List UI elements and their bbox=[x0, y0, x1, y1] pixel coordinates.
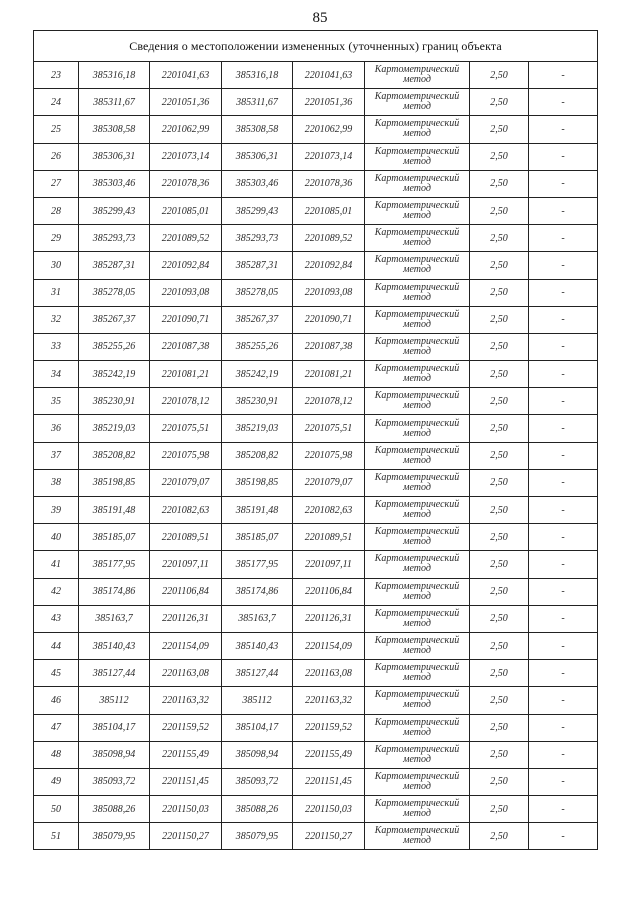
method-cell: Картометрический метод bbox=[365, 170, 470, 197]
existing-x-cell: 385242,19 bbox=[79, 361, 150, 388]
refined-x-cell: 385088,26 bbox=[222, 796, 293, 823]
table-row bbox=[34, 524, 598, 551]
note-cell: - bbox=[529, 741, 598, 768]
accuracy-cell: 2,50 bbox=[470, 306, 529, 333]
accuracy-cell: 2,50 bbox=[470, 469, 529, 496]
table-row bbox=[34, 796, 598, 823]
refined-x-cell: 385185,07 bbox=[222, 524, 293, 551]
refined-y-cell: 2201163,08 bbox=[293, 660, 365, 687]
existing-x-cell: 385230,91 bbox=[79, 388, 150, 415]
note-cell: - bbox=[529, 170, 598, 197]
note-cell: - bbox=[529, 62, 598, 89]
table-row bbox=[34, 632, 598, 659]
method-cell: Картометрический метод bbox=[365, 632, 470, 659]
point-number-cell: 31 bbox=[34, 279, 79, 306]
table-title: Сведения о местоположении измененных (уточненных) границ объекта bbox=[34, 31, 598, 62]
refined-x-cell: 385219,03 bbox=[222, 415, 293, 442]
refined-y-cell: 2201163,32 bbox=[293, 687, 365, 714]
note-cell: - bbox=[529, 469, 598, 496]
table-row bbox=[34, 388, 598, 415]
point-number-cell: 24 bbox=[34, 89, 79, 116]
refined-y-cell: 2201087,38 bbox=[293, 333, 365, 360]
refined-x-cell: 385079,95 bbox=[222, 823, 293, 850]
table-row bbox=[34, 252, 598, 279]
existing-x-cell: 385140,43 bbox=[79, 632, 150, 659]
refined-y-cell: 2201085,01 bbox=[293, 197, 365, 224]
refined-y-cell: 2201106,84 bbox=[293, 578, 365, 605]
note-cell: - bbox=[529, 333, 598, 360]
accuracy-cell: 2,50 bbox=[470, 796, 529, 823]
existing-y-cell: 2201097,11 bbox=[150, 551, 222, 578]
point-number-cell: 36 bbox=[34, 415, 79, 442]
accuracy-cell: 2,50 bbox=[470, 89, 529, 116]
refined-x-cell: 385293,73 bbox=[222, 225, 293, 252]
point-number-cell: 35 bbox=[34, 388, 79, 415]
existing-x-cell: 385088,26 bbox=[79, 796, 150, 823]
refined-x-cell: 385208,82 bbox=[222, 442, 293, 469]
refined-y-cell: 2201041,63 bbox=[293, 62, 365, 89]
existing-x-cell: 385093,72 bbox=[79, 768, 150, 795]
existing-x-cell: 385174,86 bbox=[79, 578, 150, 605]
table-row bbox=[34, 333, 598, 360]
existing-y-cell: 2201075,51 bbox=[150, 415, 222, 442]
note-cell: - bbox=[529, 687, 598, 714]
point-number-cell: 39 bbox=[34, 497, 79, 524]
method-cell: Картометрический метод bbox=[365, 442, 470, 469]
page-number: 85 bbox=[312, 10, 328, 26]
existing-x-cell: 385208,82 bbox=[79, 442, 150, 469]
note-cell: - bbox=[529, 605, 598, 632]
table-row bbox=[34, 469, 598, 496]
refined-y-cell: 2201090,71 bbox=[293, 306, 365, 333]
existing-y-cell: 2201079,07 bbox=[150, 469, 222, 496]
method-cell: Картометрический метод bbox=[365, 768, 470, 795]
note-cell: - bbox=[529, 524, 598, 551]
refined-x-cell: 385308,58 bbox=[222, 116, 293, 143]
accuracy-cell: 2,50 bbox=[470, 116, 529, 143]
note-cell: - bbox=[529, 796, 598, 823]
point-number-cell: 30 bbox=[34, 252, 79, 279]
point-number-cell: 27 bbox=[34, 170, 79, 197]
existing-y-cell: 2201159,52 bbox=[150, 714, 222, 741]
existing-x-cell: 385079,95 bbox=[79, 823, 150, 850]
existing-x-cell: 385287,31 bbox=[79, 252, 150, 279]
accuracy-cell: 2,50 bbox=[470, 660, 529, 687]
accuracy-cell: 2,50 bbox=[470, 333, 529, 360]
method-cell: Картометрический метод bbox=[365, 497, 470, 524]
point-number-cell: 26 bbox=[34, 143, 79, 170]
refined-x-cell: 385093,72 bbox=[222, 768, 293, 795]
refined-x-cell: 385198,85 bbox=[222, 469, 293, 496]
accuracy-cell: 2,50 bbox=[470, 741, 529, 768]
table-row bbox=[34, 279, 598, 306]
table-row bbox=[34, 143, 598, 170]
note-cell: - bbox=[529, 306, 598, 333]
existing-y-cell: 2201041,63 bbox=[150, 62, 222, 89]
existing-x-cell: 385303,46 bbox=[79, 170, 150, 197]
existing-x-cell: 385293,73 bbox=[79, 225, 150, 252]
existing-y-cell: 2201150,03 bbox=[150, 796, 222, 823]
refined-x-cell: 385127,44 bbox=[222, 660, 293, 687]
accuracy-cell: 2,50 bbox=[470, 714, 529, 741]
refined-y-cell: 2201089,52 bbox=[293, 225, 365, 252]
existing-y-cell: 2201073,14 bbox=[150, 143, 222, 170]
point-number-cell: 45 bbox=[34, 660, 79, 687]
point-number-cell: 37 bbox=[34, 442, 79, 469]
note-cell: - bbox=[529, 225, 598, 252]
existing-y-cell: 2201075,98 bbox=[150, 442, 222, 469]
refined-y-cell: 2201078,36 bbox=[293, 170, 365, 197]
refined-x-cell: 385303,46 bbox=[222, 170, 293, 197]
note-cell: - bbox=[529, 143, 598, 170]
accuracy-cell: 2,50 bbox=[470, 578, 529, 605]
refined-y-cell: 2201097,11 bbox=[293, 551, 365, 578]
table-header-row bbox=[34, 31, 598, 62]
refined-y-cell: 2201073,14 bbox=[293, 143, 365, 170]
point-number-cell: 29 bbox=[34, 225, 79, 252]
method-cell: Картометрический метод bbox=[365, 252, 470, 279]
accuracy-cell: 2,50 bbox=[470, 62, 529, 89]
accuracy-cell: 2,50 bbox=[470, 632, 529, 659]
note-cell: - bbox=[529, 415, 598, 442]
method-cell: Картометрический метод bbox=[365, 415, 470, 442]
table-row bbox=[34, 714, 598, 741]
existing-y-cell: 2201126,31 bbox=[150, 605, 222, 632]
note-cell: - bbox=[529, 89, 598, 116]
existing-y-cell: 2201151,45 bbox=[150, 768, 222, 795]
method-cell: Картометрический метод bbox=[365, 687, 470, 714]
point-number-cell: 33 bbox=[34, 333, 79, 360]
note-cell: - bbox=[529, 388, 598, 415]
point-number-cell: 28 bbox=[34, 197, 79, 224]
table-row bbox=[34, 442, 598, 469]
method-cell: Картометрический метод bbox=[365, 388, 470, 415]
point-number-cell: 44 bbox=[34, 632, 79, 659]
refined-y-cell: 2201062,99 bbox=[293, 116, 365, 143]
table-row bbox=[34, 89, 598, 116]
note-cell: - bbox=[529, 116, 598, 143]
existing-y-cell: 2201085,01 bbox=[150, 197, 222, 224]
method-cell: Картометрический метод bbox=[365, 361, 470, 388]
refined-x-cell: 385098,94 bbox=[222, 741, 293, 768]
table-row bbox=[34, 605, 598, 632]
accuracy-cell: 2,50 bbox=[470, 415, 529, 442]
method-cell: Картометрический метод bbox=[365, 578, 470, 605]
existing-y-cell: 2201106,84 bbox=[150, 578, 222, 605]
note-cell: - bbox=[529, 632, 598, 659]
refined-y-cell: 2201155,49 bbox=[293, 741, 365, 768]
note-cell: - bbox=[529, 578, 598, 605]
note-cell: - bbox=[529, 714, 598, 741]
method-cell: Картометрический метод bbox=[365, 279, 470, 306]
refined-x-cell: 385267,37 bbox=[222, 306, 293, 333]
existing-x-cell: 385112 bbox=[79, 687, 150, 714]
accuracy-cell: 2,50 bbox=[470, 497, 529, 524]
refined-x-cell: 385104,17 bbox=[222, 714, 293, 741]
accuracy-cell: 2,50 bbox=[470, 551, 529, 578]
existing-x-cell: 385308,58 bbox=[79, 116, 150, 143]
method-cell: Картометрический метод bbox=[365, 605, 470, 632]
method-cell: Картометрический метод bbox=[365, 116, 470, 143]
refined-y-cell: 2201154,09 bbox=[293, 632, 365, 659]
refined-x-cell: 385278,05 bbox=[222, 279, 293, 306]
existing-y-cell: 2201163,08 bbox=[150, 660, 222, 687]
existing-y-cell: 2201093,08 bbox=[150, 279, 222, 306]
table-row bbox=[34, 497, 598, 524]
existing-y-cell: 2201062,99 bbox=[150, 116, 222, 143]
refined-y-cell: 2201079,07 bbox=[293, 469, 365, 496]
accuracy-cell: 2,50 bbox=[470, 143, 529, 170]
existing-y-cell: 2201092,84 bbox=[150, 252, 222, 279]
point-number-cell: 42 bbox=[34, 578, 79, 605]
refined-x-cell: 385306,31 bbox=[222, 143, 293, 170]
point-number-cell: 51 bbox=[34, 823, 79, 850]
point-number-cell: 46 bbox=[34, 687, 79, 714]
method-cell: Картометрический метод bbox=[365, 197, 470, 224]
existing-y-cell: 2201081,21 bbox=[150, 361, 222, 388]
point-number-cell: 32 bbox=[34, 306, 79, 333]
accuracy-cell: 2,50 bbox=[470, 197, 529, 224]
refined-y-cell: 2201082,63 bbox=[293, 497, 365, 524]
existing-x-cell: 385185,07 bbox=[79, 524, 150, 551]
accuracy-cell: 2,50 bbox=[470, 170, 529, 197]
table-row bbox=[34, 306, 598, 333]
accuracy-cell: 2,50 bbox=[470, 823, 529, 850]
refined-x-cell: 385177,95 bbox=[222, 551, 293, 578]
refined-x-cell: 385191,48 bbox=[222, 497, 293, 524]
existing-y-cell: 2201150,27 bbox=[150, 823, 222, 850]
refined-y-cell: 2201093,08 bbox=[293, 279, 365, 306]
refined-y-cell: 2201150,03 bbox=[293, 796, 365, 823]
existing-x-cell: 385198,85 bbox=[79, 469, 150, 496]
accuracy-cell: 2,50 bbox=[470, 279, 529, 306]
refined-x-cell: 385140,43 bbox=[222, 632, 293, 659]
refined-y-cell: 2201078,12 bbox=[293, 388, 365, 415]
table-row bbox=[34, 361, 598, 388]
note-cell: - bbox=[529, 823, 598, 850]
existing-y-cell: 2201090,71 bbox=[150, 306, 222, 333]
refined-y-cell: 2201081,21 bbox=[293, 361, 365, 388]
existing-x-cell: 385163,7 bbox=[79, 605, 150, 632]
refined-x-cell: 385174,86 bbox=[222, 578, 293, 605]
table-row bbox=[34, 741, 598, 768]
existing-x-cell: 385127,44 bbox=[79, 660, 150, 687]
method-cell: Картометрический метод bbox=[365, 741, 470, 768]
existing-x-cell: 385316,18 bbox=[79, 62, 150, 89]
refined-y-cell: 2201089,51 bbox=[293, 524, 365, 551]
point-number-cell: 23 bbox=[34, 62, 79, 89]
refined-x-cell: 385299,43 bbox=[222, 197, 293, 224]
refined-y-cell: 2201051,36 bbox=[293, 89, 365, 116]
note-cell: - bbox=[529, 442, 598, 469]
existing-x-cell: 385255,26 bbox=[79, 333, 150, 360]
method-cell: Картометрический метод bbox=[365, 89, 470, 116]
table-row bbox=[34, 197, 598, 224]
refined-x-cell: 385112 bbox=[222, 687, 293, 714]
note-cell: - bbox=[529, 768, 598, 795]
point-number-cell: 49 bbox=[34, 768, 79, 795]
refined-y-cell: 2201126,31 bbox=[293, 605, 365, 632]
refined-x-cell: 385230,91 bbox=[222, 388, 293, 415]
refined-y-cell: 2201075,51 bbox=[293, 415, 365, 442]
existing-y-cell: 2201087,38 bbox=[150, 333, 222, 360]
note-cell: - bbox=[529, 497, 598, 524]
refined-x-cell: 385242,19 bbox=[222, 361, 293, 388]
point-number-cell: 50 bbox=[34, 796, 79, 823]
table-row bbox=[34, 551, 598, 578]
table-row bbox=[34, 116, 598, 143]
point-number-cell: 40 bbox=[34, 524, 79, 551]
note-cell: - bbox=[529, 361, 598, 388]
refined-y-cell: 2201151,45 bbox=[293, 768, 365, 795]
existing-y-cell: 2201089,51 bbox=[150, 524, 222, 551]
note-cell: - bbox=[529, 660, 598, 687]
method-cell: Картометрический метод bbox=[365, 551, 470, 578]
accuracy-cell: 2,50 bbox=[470, 252, 529, 279]
refined-y-cell: 2201150,27 bbox=[293, 823, 365, 850]
method-cell: Картометрический метод bbox=[365, 225, 470, 252]
point-number-cell: 43 bbox=[34, 605, 79, 632]
refined-y-cell: 2201092,84 bbox=[293, 252, 365, 279]
note-cell: - bbox=[529, 252, 598, 279]
accuracy-cell: 2,50 bbox=[470, 225, 529, 252]
existing-x-cell: 385267,37 bbox=[79, 306, 150, 333]
point-number-cell: 25 bbox=[34, 116, 79, 143]
method-cell: Картометрический метод bbox=[365, 524, 470, 551]
point-number-cell: 48 bbox=[34, 741, 79, 768]
existing-x-cell: 385306,31 bbox=[79, 143, 150, 170]
table-row bbox=[34, 415, 598, 442]
point-number-cell: 41 bbox=[34, 551, 79, 578]
table-row bbox=[34, 660, 598, 687]
existing-y-cell: 2201089,52 bbox=[150, 225, 222, 252]
refined-y-cell: 2201159,52 bbox=[293, 714, 365, 741]
table-row bbox=[34, 225, 598, 252]
accuracy-cell: 2,50 bbox=[470, 605, 529, 632]
refined-y-cell: 2201075,98 bbox=[293, 442, 365, 469]
existing-y-cell: 2201155,49 bbox=[150, 741, 222, 768]
note-cell: - bbox=[529, 279, 598, 306]
table-row bbox=[34, 62, 598, 89]
existing-x-cell: 385177,95 bbox=[79, 551, 150, 578]
existing-x-cell: 385219,03 bbox=[79, 415, 150, 442]
table-row bbox=[34, 578, 598, 605]
method-cell: Картометрический метод bbox=[365, 714, 470, 741]
existing-y-cell: 2201154,09 bbox=[150, 632, 222, 659]
document-sheet bbox=[33, 30, 597, 850]
refined-x-cell: 385163,7 bbox=[222, 605, 293, 632]
existing-x-cell: 385104,17 bbox=[79, 714, 150, 741]
existing-y-cell: 2201163,32 bbox=[150, 687, 222, 714]
note-cell: - bbox=[529, 551, 598, 578]
existing-x-cell: 385311,67 bbox=[79, 89, 150, 116]
accuracy-cell: 2,50 bbox=[470, 768, 529, 795]
existing-y-cell: 2201078,36 bbox=[150, 170, 222, 197]
method-cell: Картометрический метод bbox=[365, 62, 470, 89]
table-row bbox=[34, 823, 598, 850]
method-cell: Картометрический метод bbox=[365, 823, 470, 850]
method-cell: Картометрический метод bbox=[365, 660, 470, 687]
accuracy-cell: 2,50 bbox=[470, 524, 529, 551]
existing-y-cell: 2201082,63 bbox=[150, 497, 222, 524]
accuracy-cell: 2,50 bbox=[470, 442, 529, 469]
method-cell: Картометрический метод bbox=[365, 469, 470, 496]
method-cell: Картометрический метод bbox=[365, 333, 470, 360]
existing-x-cell: 385299,43 bbox=[79, 197, 150, 224]
existing-y-cell: 2201078,12 bbox=[150, 388, 222, 415]
refined-x-cell: 385287,31 bbox=[222, 252, 293, 279]
table-row bbox=[34, 170, 598, 197]
boundary-table bbox=[33, 30, 598, 850]
refined-x-cell: 385255,26 bbox=[222, 333, 293, 360]
point-number-cell: 34 bbox=[34, 361, 79, 388]
point-number-cell: 38 bbox=[34, 469, 79, 496]
existing-y-cell: 2201051,36 bbox=[150, 89, 222, 116]
accuracy-cell: 2,50 bbox=[470, 388, 529, 415]
existing-x-cell: 385098,94 bbox=[79, 741, 150, 768]
refined-x-cell: 385316,18 bbox=[222, 62, 293, 89]
method-cell: Картометрический метод bbox=[365, 796, 470, 823]
method-cell: Картометрический метод bbox=[365, 306, 470, 333]
refined-x-cell: 385311,67 bbox=[222, 89, 293, 116]
existing-x-cell: 385191,48 bbox=[79, 497, 150, 524]
note-cell: - bbox=[529, 197, 598, 224]
existing-x-cell: 385278,05 bbox=[79, 279, 150, 306]
accuracy-cell: 2,50 bbox=[470, 687, 529, 714]
table-row bbox=[34, 687, 598, 714]
accuracy-cell: 2,50 bbox=[470, 361, 529, 388]
table-row bbox=[34, 768, 598, 795]
method-cell: Картометрический метод bbox=[365, 143, 470, 170]
point-number-cell: 47 bbox=[34, 714, 79, 741]
